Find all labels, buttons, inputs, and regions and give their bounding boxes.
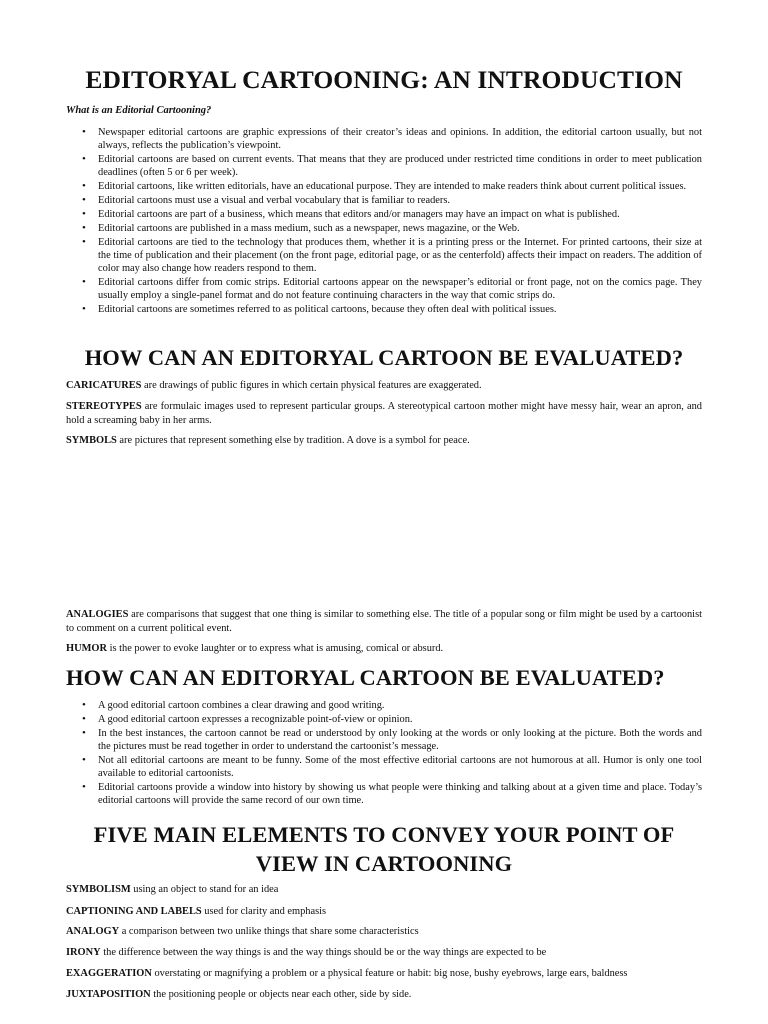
term-definition: are pictures that represent something else by tradition. A dove is a symbol for peace. bbox=[116, 435, 470, 446]
section-heading-five-elements: FIVE MAIN ELEMENTS TO CONVEY YOUR POINT OF VIEW IN CARTOONING bbox=[93, 822, 675, 876]
element-definition: the positioning people or objects near each other, side by side. bbox=[150, 989, 412, 1000]
element-paragraph bbox=[66, 967, 702, 981]
term-label: STEREOTYPES bbox=[66, 401, 142, 412]
term-definition: are formulaic images used to represent particular groups. A stereotypical cartoon mother might have messy hair, wear an apron, and hold a screaming baby in her arms. bbox=[66, 401, 702, 426]
list-item: • Not all editorial cartoons are meant to be funny. Some of the most effective editorial cartoons are not humorous at all. Humor is only one tool available to editorial cartoonists. bbox=[66, 754, 702, 780]
element-label: ANALOGY bbox=[66, 926, 120, 937]
element-paragraph bbox=[66, 988, 702, 1002]
term-label: ANALOGIES bbox=[66, 609, 129, 620]
list-item: • Editorial cartoons provide a window into history by showing us what people were thinking and talking about at a given time and place. Today’s editorial cartoons will provide the same record of our own time. bbox=[66, 781, 702, 807]
section-subtitle: What is an Editorial Cartooning? bbox=[66, 105, 212, 116]
list-item: • Editorial cartoons, like written editorials, have an educational purpose. They are intended to make readers think about current political issues. bbox=[66, 180, 702, 193]
element-label: SYMBOLISM bbox=[66, 884, 131, 895]
element-definition: a comparison between two unlike things that share some characteristics bbox=[119, 926, 419, 937]
element-definition: the difference between the way things is and the way things should be or the way things are expected to be bbox=[100, 947, 547, 958]
term-definition: is the power to evoke laughter or to express what is amusing, comical or absurd. bbox=[106, 643, 444, 654]
element-label: JUXTAPOSITION bbox=[66, 989, 151, 1000]
element-definition: used for clarity and emphasis bbox=[201, 906, 327, 917]
section-heading-evaluate-2: HOW CAN AN EDITORYAL CARTOON BE EVALUATED? bbox=[66, 665, 665, 690]
page-title: EDITORYAL CARTOONING: AN INTRODUCTION bbox=[85, 65, 683, 94]
element-label: IRONY bbox=[66, 947, 101, 958]
list-item: • Newspaper editorial cartoons are graphic expressions of their creator’s ideas and opinions. In addition, the editorial cartoon usually, but not always, reflects the publication’s viewpoint. bbox=[66, 126, 702, 152]
element-paragraph bbox=[66, 925, 702, 939]
list-item: • Editorial cartoons differ from comic strips. Editorial cartoons appear on the newspaper’s editorial or front page, not on the comics page. They usually employ a single-panel format and do not feature continuing characters in the way that comic strips do. bbox=[66, 276, 702, 302]
list-item: • In the best instances, the cartoon cannot be read or understood by only looking at the words or only looking at the picture. Both the words and the pictures must be read together in order to understand the cartoonist’s message. bbox=[66, 727, 702, 753]
term-paragraph bbox=[66, 379, 702, 393]
element-definition: overstating or magnifying a problem or a physical feature or habit: big nose, bushy eyebrows, large ears, baldness bbox=[151, 968, 628, 979]
list-item: • Editorial cartoons are part of a business, which means that editors and/or managers may have an impact on what is published. bbox=[66, 208, 702, 221]
term-label: HUMOR bbox=[66, 643, 107, 654]
list-item: • Editorial cartoons are tied to the technology that produces them, whether it is a printing press or the Internet. For printed cartoons, their size at the time of publication and their placement (on the front page, editorial page, or as the centerfold) affects their impact on readers. The addition of color may also change how readers respond to them. bbox=[66, 236, 702, 275]
list-item: • A good editorial cartoon combines a clear drawing and good writing. bbox=[66, 699, 702, 712]
term-paragraph bbox=[66, 642, 702, 656]
list-item: • Editorial cartoons must use a visual and verbal vocabulary that is familiar to readers. bbox=[66, 194, 702, 207]
term-label: SYMBOLS bbox=[66, 435, 117, 446]
element-paragraph bbox=[66, 905, 702, 919]
section-heading-evaluate: HOW CAN AN EDITORYAL CARTOON BE EVALUATED? bbox=[84, 345, 684, 370]
term-definition: are drawings of public figures in which certain physical features are exaggerated. bbox=[141, 380, 482, 391]
list-item: • Editorial cartoons are based on current events. That means that they are produced under restricted time conditions in order to meet publication deadlines (often 5 or 6 per week). bbox=[66, 153, 702, 179]
term-label: CARICATURES bbox=[66, 380, 142, 391]
element-paragraph bbox=[66, 883, 702, 897]
list-item: • Editorial cartoons are published in a mass medium, such as a newspaper, news magazine, or the Web. bbox=[66, 222, 702, 235]
element-definition: using an object to stand for an idea bbox=[130, 884, 279, 895]
list-item: • A good editorial cartoon expresses a recognizable point-of-view or opinion. bbox=[66, 713, 702, 726]
intro-bullet-list bbox=[66, 126, 702, 317]
term-paragraph bbox=[66, 400, 702, 427]
term-definition: are comparisons that suggest that one thing is similar to something else. The title of a popular song or film might be used by a cartoonist to comment on a current political event. bbox=[66, 609, 702, 634]
element-label: CAPTIONING AND LABELS bbox=[66, 906, 202, 917]
element-paragraph bbox=[66, 946, 702, 960]
term-paragraph bbox=[66, 608, 702, 635]
list-item: • Editorial cartoons are sometimes referred to as political cartoons, because they often deal with political issues. bbox=[66, 303, 702, 316]
term-paragraph bbox=[66, 434, 702, 448]
evaluation-bullet-list bbox=[66, 699, 702, 808]
element-label: EXAGGERATION bbox=[66, 968, 152, 979]
